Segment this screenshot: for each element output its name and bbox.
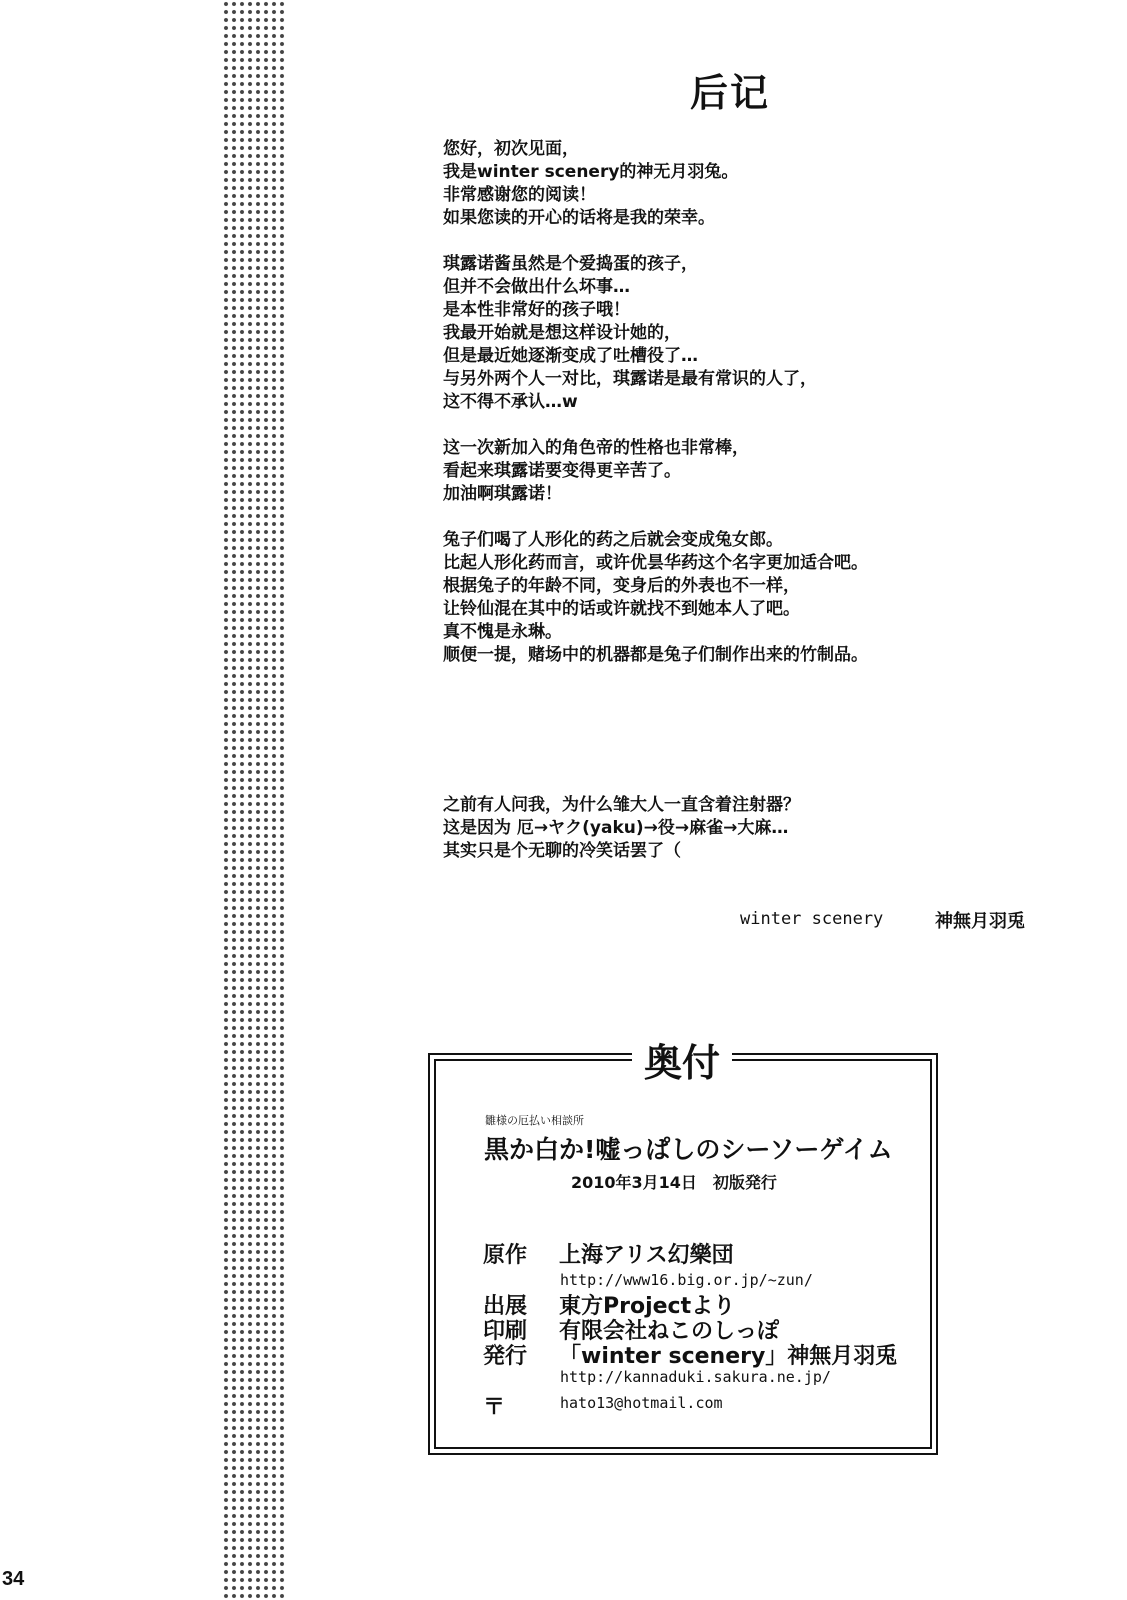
afterword-line: 非常感谢您的阅读！ — [443, 185, 596, 205]
afterword-line: 与另外两个人一对比，琪露诺是最有常识的人了， — [443, 369, 817, 389]
note-line: 这是因为 厄→ヤク(yaku)→役→麻雀→大麻… — [443, 818, 789, 838]
publisher-value: 「winter scenery」神無月羽兎 — [559, 1344, 898, 1369]
colophon-mail-row — [483, 1390, 559, 1421]
afterword-line: 如果您读的开心的话将是我的荣幸。 — [443, 208, 715, 228]
original-value: 上海アリス幻樂団 — [559, 1243, 734, 1268]
afterword-line: 琪露诺酱虽然是个爱捣蛋的孩子， — [443, 254, 698, 274]
afterword-line: 这一次新加入的角色帝的性格也非常棒， — [443, 438, 749, 458]
afterword-line: 我最开始就是想这样设计她的， — [443, 323, 681, 343]
afterword-line: 加油啊琪露诺！ — [443, 484, 562, 504]
note-line: 之前有人问我，为什么雏大人一直含着注射器？ — [443, 795, 800, 815]
afterword-line: 我是winter scenery的神无月羽兔。 — [443, 162, 739, 182]
publisher-label: 発行 — [483, 1344, 528, 1369]
afterword-line: 比起人形化药而言，或许优昙华药这个名字更加适合吧。 — [443, 553, 868, 573]
afterword-line: 让铃仙混在其中的话或许就找不到她本人了吧。 — [443, 599, 800, 619]
colophon-book-title: 黒か白か!嘘っぱしのシーソーゲイム — [484, 1135, 893, 1164]
printer-value: 有限会社ねこのしっぽ — [559, 1319, 780, 1344]
afterword-line: 真不愧是永琳。 — [443, 622, 562, 642]
publisher-url: http://kannaduki.sakura.ne.jp/ — [560, 1368, 831, 1386]
mail-address: hato13@hotmail.com — [560, 1394, 723, 1412]
original-url: http://www16.big.or.jp/~zun/ — [560, 1271, 813, 1289]
afterword-line: 根据兔子的年龄不同，变身后的外表也不一样， — [443, 576, 800, 596]
afterword-paragraph-greeting — [443, 138, 1003, 230]
afterword-note — [443, 794, 1003, 863]
signature-circle-name: winter scenery — [740, 909, 884, 929]
afterword-line: 是本性非常好的孩子哦！ — [443, 300, 630, 320]
source-label: 出展 — [483, 1294, 528, 1319]
mail-icon: 〒 — [483, 1395, 506, 1420]
afterword-paragraph-new-character — [443, 437, 1003, 506]
colophon-publisher-row — [483, 1339, 897, 1370]
colophon-series: 雛様の厄払い相談所 — [485, 1114, 584, 1127]
printer-label: 印刷 — [483, 1319, 528, 1344]
afterword-title: 后记 — [690, 71, 771, 115]
afterword-line: 这不得不承认…w — [443, 392, 578, 412]
afterword-line: 顺便一提，赌场中的机器都是兔子们制作出来的竹制品。 — [443, 645, 868, 665]
signature-author-name: 神無月羽兎 — [935, 911, 1025, 932]
colophon-date: 2010年3月14日 初版発行 — [571, 1173, 777, 1192]
afterword-line: 兔子们喝了人形化的药之后就会变成兔女郎。 — [443, 530, 783, 550]
afterword-paragraph-rabbits — [443, 529, 1003, 667]
afterword-line: 看起来琪露诺要变得更辛苦了。 — [443, 461, 681, 481]
colophon-original-row — [483, 1238, 734, 1269]
original-label: 原作 — [483, 1243, 528, 1268]
page-number: 34 — [2, 1568, 25, 1590]
source-value: 東方Projectより — [559, 1294, 736, 1319]
afterword-line: 但是最近她逐渐变成了吐槽役了… — [443, 346, 698, 366]
note-line: 其实只是个无聊的冷笑话罢了（ — [443, 841, 681, 861]
afterword-line: 您好，初次见面， — [443, 139, 579, 159]
afterword-paragraph-cirno — [443, 253, 1003, 414]
afterword-body — [443, 138, 1003, 690]
polka-dot-border — [222, 0, 286, 1600]
colophon-title: 奥付 — [632, 1032, 732, 1087]
afterword-line: 但并不会做出什么坏事… — [443, 277, 630, 297]
